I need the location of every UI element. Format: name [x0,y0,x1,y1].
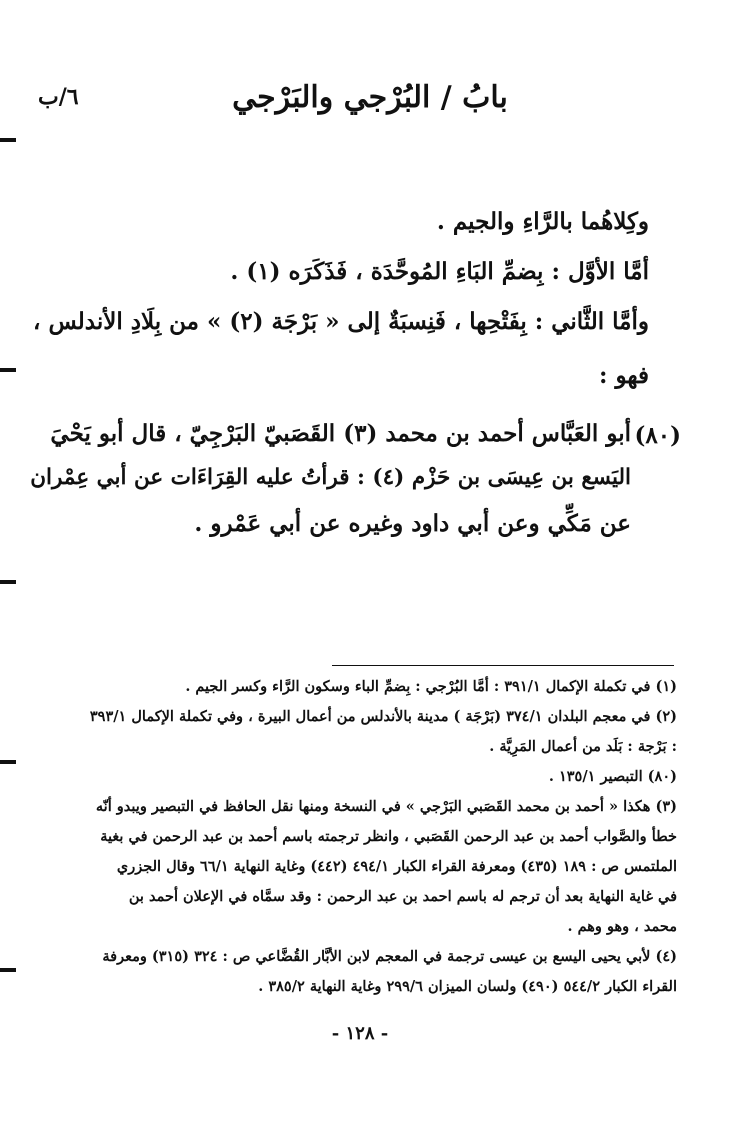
folio-reference: ٦/ب [38,84,79,110]
footnote-line: خطأ والصَّواب أحمد بن عبد الرحمن القَصَبي ، وانظر ترجمته باسم أحمد بن عبد الرحمن في بغية [100,828,677,845]
scan-edge-mark [0,138,16,142]
page-number: - ١٢٨ - [331,1023,389,1044]
scan-edge-mark [0,760,16,764]
body-line: أمَّا الأوَّل : بِضمِّ البَاءِ المُوحَّدَة ، فَذَكَرَه (١) . [230,258,649,285]
body-line: وكِلاهُما بالرَّاءِ والجيم . [436,208,649,235]
body-line: وأمَّا الثَّاني : بِفَتْحِها ، فَنِسبَةٌ إلى « بَرْجَة (٢) » من بِلَادِ الأندلس ، [33,308,649,335]
entry-number: (٨٠) [634,422,681,449]
footnote-line: (٤) لأبي يحيى اليسع بن عيسى ترجمة في المعجم لابن الأبَّار القُضَّاعي ص : ٣٢٤ (٣١٥) ومعرفة [102,948,677,965]
footnote-line: (٨٠) التبصير ١٣٥/١ . [548,768,677,785]
footnote-line: (١) في تكملة الإكمال ٣٩١/١ : أمَّا البُرْجي : بِضمِّ الباء وسكون الرَّاء وكسر الجيم . [185,678,677,695]
footnote-line: في غاية النهاية بعد أن ترجم له باسم احمد بن عبد الرحمن : وقد سمَّاه في الإعلان أحمد بن [128,888,677,905]
footnote-line: القراء الكبار ٥٤٤/٢ (٤٩٠) ولسان الميزان ٢٩٩/٦ وغاية النهاية ٣٨٥/٢ . [258,978,677,995]
scan-edge-mark [0,580,16,584]
entry-line: عن مَكِّي وعن أبي داود وغيره عن أبي عَمْرو . [194,510,631,537]
scan-edge-mark [0,368,16,372]
footnote-line: (٢) في معجم البلدان ٣٧٤/١ (بَرْجَة ) مدينة بالأندلس من أعمال البيرة ، وفي تكملة الإكمال ٣٩٣/١ [89,708,677,725]
footnote-separator [332,665,674,666]
entry-line: اليَسع بن عِيسَى بن حَزْم (٤) : قرأتُ عليه القِرَاءَات عن أبي عِمْران [30,465,631,490]
page-title: بابُ / البُرْجي والبَرْجي [232,80,508,115]
footnote-line: (٣) هكذا « أحمد بن محمد القَصَبي البَرْجي » في النسخة ومنها نقل الحافظ في التبصير ويبدو أنّه [95,798,677,815]
entry-line: أبو العَبَّاس أحمد بن محمد (٣) القَصَبيّ البَرْجِيّ ، قال أبو يَحْيَ [50,420,631,447]
footnote-line: محمد ، وهو وهم . [567,918,677,935]
footnote-line: الملتمس ص : ١٨٩ (٤٣٥) ومعرفة القراء الكبار ٤٩٤/١ (٤٤٢) وغاية النهاية ٦٦/١ وقال الجزري [116,858,677,875]
body-line: فهو : [599,362,649,389]
scan-edge-mark [0,968,16,972]
footnote-line: : بَرْجة : بَلَد من أعمال المَرِيَّة . [489,738,677,755]
